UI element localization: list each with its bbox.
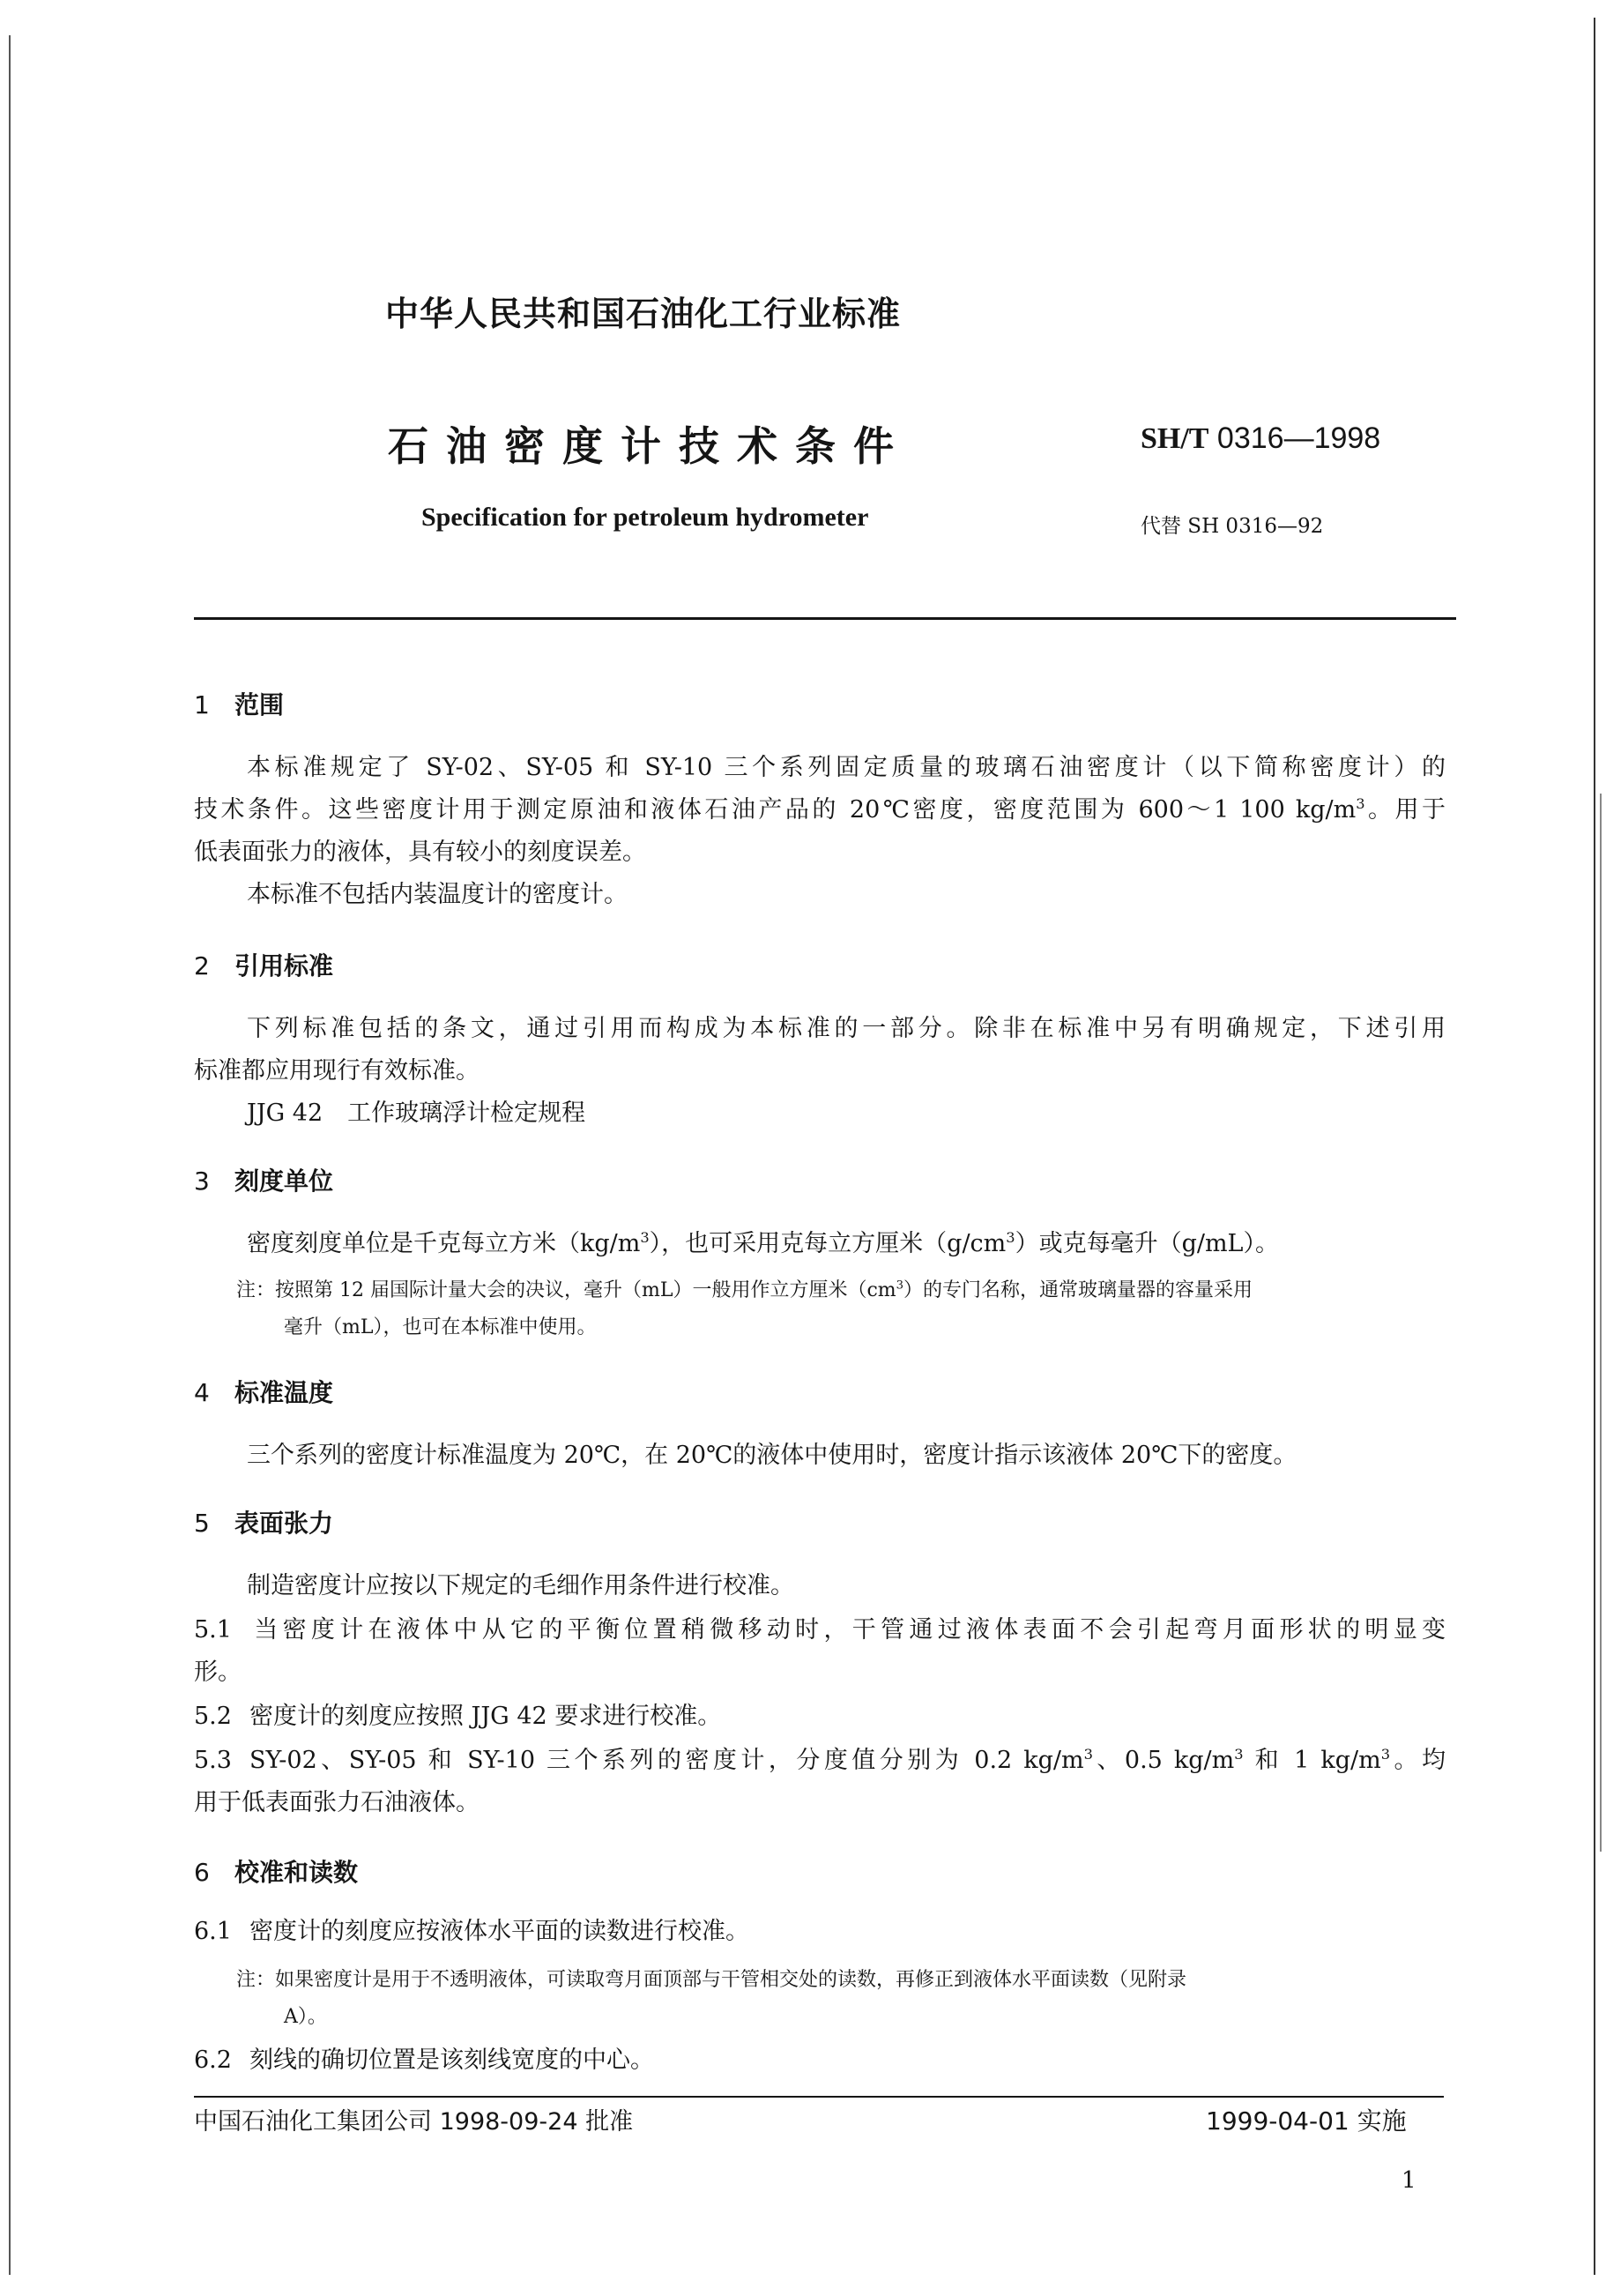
section-6-heading [194, 1853, 358, 1889]
clause-number: 6.1 [194, 1918, 232, 1945]
clause-6-1 [194, 1915, 1446, 1949]
superscript: 3 [896, 1278, 904, 1293]
page-number: 1 [1402, 2167, 1416, 2194]
document-title-en: Specification for petroleum hydrometer [421, 503, 869, 532]
reference-entry [247, 1097, 1446, 1130]
effective-date: 1999-04-01 实施 [1206, 2106, 1407, 2136]
reading-note-line-2: A）。 [284, 2006, 327, 2028]
document-title-zh: 石油密度计技术条件 [388, 422, 911, 470]
clause-5-2 [194, 1700, 1446, 1733]
scope-line-1: 本标准规定了 SY-02、SY-05 和 SY-10 三个系列固定质量的玻璃石油密度计（以下简称密度计）的 [247, 754, 1446, 781]
scope-line-2-text: 技术条件。这些密度计用于测定原油和液体石油产品的 20℃密度，密度范围为 600～1 100 kg/m [194, 796, 1357, 824]
reference-title: 工作玻璃浮计检定规程 [347, 1100, 586, 1127]
clause-text: SY-02、SY-05 和 SY-10 三个系列的密度计，分度值分别为 0.2 kg/m [249, 1747, 1084, 1774]
superscript: 3 [1234, 1746, 1244, 1763]
standard-code: 0316—1998 [1208, 421, 1381, 455]
scale-unit-part-2: ），也可采用克每立方厘米（g/cm [649, 1230, 1007, 1257]
note-part-1: 注：按照第 12 届国际计量大会的决议，毫升（mL）一般用作立方厘米（cm [236, 1279, 896, 1301]
section-number: 6 [194, 1858, 210, 1887]
section-title: 范围 [234, 690, 285, 719]
clause-text-part: 和 1 kg/m [1243, 1747, 1381, 1774]
section-title: 校准和读数 [234, 1858, 359, 1887]
superscript: 3 [1356, 795, 1365, 812]
section-number: 4 [194, 1378, 210, 1407]
superscript: 3 [1380, 1746, 1391, 1763]
reading-note-line-1: 注：如果密度计是用于不透明液体，可读取弯月面顶部与干管相交处的读数，再修正到液体水平面读数（见附录 [236, 1969, 1187, 1991]
clause-5-3-line-2: 用于低表面张力石油液体。 [194, 1789, 480, 1816]
clause-text: 密度计的刻度应按照 JJG 42 要求进行校准。 [249, 1703, 722, 1730]
reference-code: JJG 42 [247, 1100, 323, 1127]
standard-number [1141, 421, 1380, 456]
normative-ref-line-2: 标准都应用现行有效标准。 [194, 1057, 480, 1085]
approval-date: 中国石油化工集团公司 1998-09-24 批准 [194, 2108, 634, 2136]
scope-line-3: 低表面张力的液体，具有较小的刻度误差。 [194, 839, 646, 866]
section-title: 引用标准 [234, 951, 334, 980]
section-3-heading [194, 1162, 333, 1197]
clause-number: 5.2 [194, 1703, 232, 1730]
section-1-heading [194, 686, 284, 721]
clause-text: 密度计的刻度应按液体水平面的读数进行校准。 [249, 1918, 749, 1945]
clause-number: 5.3 [194, 1747, 232, 1774]
section-title: 刻度单位 [234, 1167, 334, 1196]
section-title: 表面张力 [234, 1509, 334, 1538]
superscript: 3 [1083, 1746, 1093, 1763]
section-number: 1 [194, 690, 210, 719]
clause-text-part: 。均 [1390, 1747, 1446, 1774]
superscript: 3 [1006, 1229, 1015, 1246]
reference-temperature-text: 三个系列的密度计标准温度为 20℃，在 20℃的液体中使用时，密度计指示该液体 20℃下的密度。 [247, 1442, 1297, 1469]
header-divider [194, 617, 1456, 620]
scan-margin-right [1594, 18, 1595, 2275]
footer-divider [194, 2096, 1444, 2098]
clause-5-1-line-2: 形。 [194, 1659, 242, 1686]
section-number: 3 [194, 1167, 210, 1196]
clause-text: 当密度计在液体中从它的平衡位置稍微移动时，干管通过液体表面不会引起弯月面形状的明显变 [249, 1616, 1446, 1644]
section-title: 标准温度 [234, 1378, 334, 1407]
scope-line-2 [194, 794, 1446, 827]
normative-ref-line-1: 下列标准包括的条文，通过引用而构成为本标准的一部分。除非在标准中另有明确规定，下述引用 [247, 1015, 1446, 1042]
note-part-2: ）的专门名称，通常玻璃量器的容量采用 [903, 1279, 1253, 1301]
section-number: 2 [194, 951, 210, 980]
clause-text-part: 、0.5 kg/m [1092, 1747, 1235, 1774]
section-4-heading [194, 1374, 333, 1409]
clause-5-1-line-1 [194, 1614, 1446, 1647]
clause-5-3-line-1 [194, 1744, 1446, 1778]
section-number: 5 [194, 1509, 210, 1538]
scan-margin-left [9, 35, 11, 2275]
scale-unit-text [247, 1227, 1446, 1261]
standard-prefix: SH/T [1141, 422, 1209, 455]
scale-unit-part-3: ）或克每毫升（g/mL）。 [1015, 1230, 1279, 1257]
clause-text: 刻线的确切位置是该刻线宽度的中心。 [249, 2046, 654, 2074]
replaces-standard: 代替 SH 0316—92 [1141, 515, 1324, 538]
scale-unit-part-1: 密度刻度单位是千克每立方米（kg/m [247, 1230, 641, 1257]
section-2-heading [194, 947, 333, 982]
scope-exclusion: 本标准不包括内装温度计的密度计。 [247, 881, 628, 908]
scale-unit-note-line-2: 毫升（mL），也可在本标准中使用。 [284, 1316, 597, 1338]
scan-margin-right-inner [1600, 794, 1602, 1852]
surface-tension-intro: 制造密度计应按以下规定的毛细作用条件进行校准。 [247, 1572, 794, 1599]
clause-6-2 [194, 2044, 1446, 2077]
clause-number: 5.1 [194, 1616, 232, 1644]
scale-unit-note-line-1 [236, 1275, 1253, 1302]
clause-number: 6.2 [194, 2046, 232, 2074]
superscript: 3 [640, 1229, 650, 1246]
issuing-authority: 中华人民共和国石油化工行业标准 [385, 294, 902, 333]
section-5-heading [194, 1504, 333, 1539]
scope-line-2-end: 。用于 [1364, 796, 1446, 824]
